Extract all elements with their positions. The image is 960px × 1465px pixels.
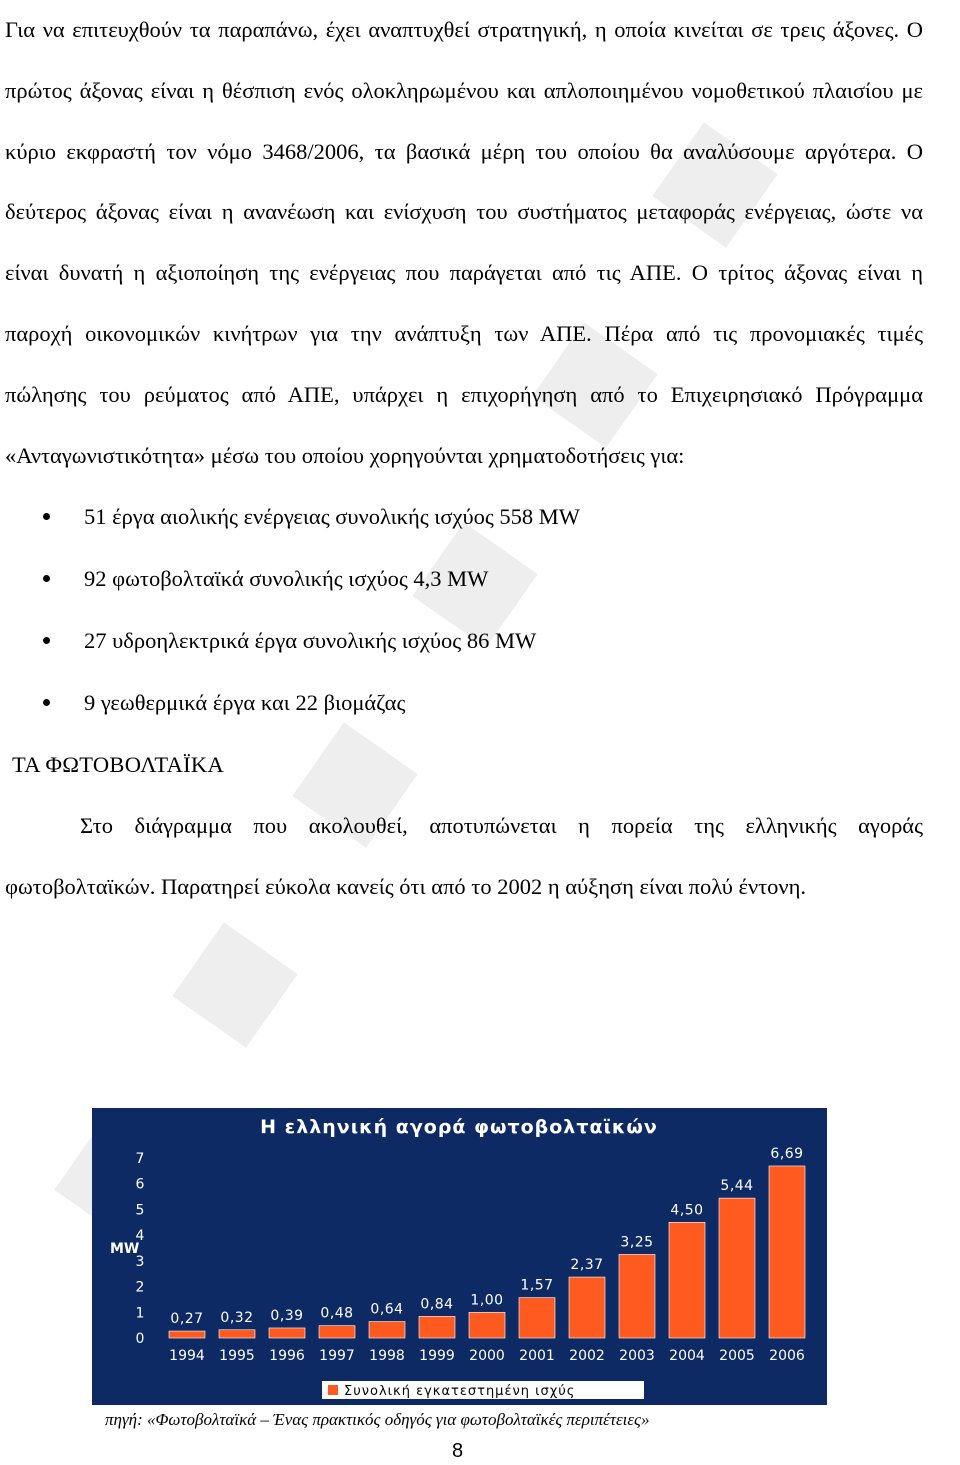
list-item: 51 έργα αιολικής ενέργειας συνολικής ισχύος 558 MW xyxy=(5,486,923,548)
data-label-2001: 1,57 xyxy=(520,1277,554,1294)
chart-title: Η ελληνική αγορά φωτοβολταϊκών xyxy=(260,1116,658,1138)
bar-2004 xyxy=(669,1222,705,1338)
data-label-2006: 6,69 xyxy=(770,1145,804,1162)
bar-1995 xyxy=(219,1330,255,1338)
y-tick-label: 7 xyxy=(135,1151,145,1167)
y-tick-label: 4 xyxy=(135,1228,145,1245)
pv-market-chart xyxy=(92,1108,827,1405)
data-label-2000: 1,00 xyxy=(470,1292,504,1309)
bar-1999 xyxy=(419,1316,455,1338)
y-tick-label: 6 xyxy=(135,1176,145,1193)
data-label-2003: 3,25 xyxy=(620,1234,654,1251)
bar-1997 xyxy=(319,1326,355,1338)
y-tick-label: 5 xyxy=(135,1202,145,1219)
data-label-1998: 0,64 xyxy=(370,1301,404,1318)
list-item: 9 γεωθερμικά έργα και 22 βιομάζας xyxy=(5,672,923,734)
list-item: 92 φωτοβολταϊκά συνολικής ισχύος 4,3 MW xyxy=(5,548,923,610)
data-label-1996: 0,39 xyxy=(270,1307,304,1324)
bar-1996 xyxy=(269,1328,305,1338)
x-tick-label: 1998 xyxy=(369,1348,405,1364)
y-axis-label: MW xyxy=(110,1241,140,1257)
bar-1998 xyxy=(369,1322,405,1338)
bar-2002 xyxy=(569,1277,605,1338)
y-tick-label: 3 xyxy=(135,1253,145,1270)
bullet-icon xyxy=(43,637,50,644)
section-heading: ΤΑ ΦΩΤΟΒΟΛΤΑΪΚΑ xyxy=(12,752,225,778)
x-tick-label: 2005 xyxy=(719,1348,755,1364)
x-tick-label: 2001 xyxy=(519,1348,555,1364)
bar-2003 xyxy=(619,1254,655,1338)
legend-swatch xyxy=(328,1385,338,1395)
data-label-1994: 0,27 xyxy=(170,1311,204,1328)
source-caption: πηγή: «Φωτοβολταϊκά – Ένας πρακτικός οδηγός για φωτοβολταϊκές περιπέτειες» xyxy=(105,1410,650,1429)
data-label-2005: 5,44 xyxy=(720,1178,754,1195)
x-tick-label: 2002 xyxy=(569,1348,605,1364)
section-paragraph: Στο διάγραμμα που ακολουθεί, αποτυπώνεται η πορεία της ελληνικής αγοράς φωτοβολταϊκών. Παρατηρεί εύκολα κανείς ότι από το 2002 η αύξηση είναι πολύ έντονη. xyxy=(5,813,923,900)
bar-2001 xyxy=(519,1298,555,1338)
page-text xyxy=(5,0,923,918)
page-number: 8 xyxy=(452,1440,464,1462)
x-tick-label: 1994 xyxy=(169,1348,205,1364)
x-tick-label: 2004 xyxy=(669,1348,705,1364)
y-tick-label: 0 xyxy=(135,1331,145,1347)
bullet-icon xyxy=(43,575,50,582)
x-tick-label: 2003 xyxy=(619,1348,655,1364)
data-label-1997: 0,48 xyxy=(320,1305,354,1322)
x-tick-label: 1999 xyxy=(419,1348,455,1364)
bar-2000 xyxy=(469,1312,505,1338)
x-tick-label: 1995 xyxy=(219,1348,255,1364)
data-label-1995: 0,32 xyxy=(220,1309,254,1326)
bullet-icon xyxy=(43,699,50,706)
x-tick-label: 2000 xyxy=(469,1348,505,1364)
y-tick-label: 1 xyxy=(135,1305,145,1322)
funding-list xyxy=(5,486,923,734)
data-label-2002: 2,37 xyxy=(570,1257,604,1274)
x-tick-label: 1996 xyxy=(269,1348,305,1364)
data-label-1999: 0,84 xyxy=(420,1296,454,1313)
y-tick-label: 2 xyxy=(135,1279,145,1296)
chart-canvas xyxy=(92,1108,827,1405)
list-item: 27 υδροηλεκτρικά έργα συνολικής ισχύος 86 MW xyxy=(5,610,923,672)
bar-1994 xyxy=(169,1331,205,1338)
x-tick-label: 1997 xyxy=(319,1348,355,1364)
legend-label: Συνολική εγκατεστημένη ισχύς xyxy=(344,1384,576,1399)
bar-2006 xyxy=(769,1166,805,1338)
data-label-2004: 4,50 xyxy=(670,1202,704,1219)
intro-paragraph: Για να επιτευχθούν τα παραπάνω, έχει αναπτυχθεί στρατηγική, η οποία κινείται σε τρεις άξονες. Ο πρώτος άξονας είναι η θέσπιση ενός ολοκληρωμένου και απλοποιημένου νομοθετικού πλαισίου με κύριο εκφραστή τον νόμο 3468/2006, τα βασικά μέρη του οποίου θα αναλύσουμε αργότερα. Ο δεύτερος άξονας είναι η ανανέωση και ενίσχυση του συστήματος μεταφοράς ενέργειας, ώστε να είναι δυνατή η αξιοποίηση της ενέργειας που παράγεται από τις ΑΠΕ. Ο τρίτος άξονας είναι η παροχή οικονομικών κινήτρων για την ανάπτυξη των ΑΠΕ. Πέρα από τις προνομιακές τιμές πώλησης του ρεύματος από ΑΠΕ, υπάρχει η επιχορήγηση από το Επιχειρησιακό Πρόγραμμα «Ανταγωνιστικότητα» μέσω του οποίου χορηγούνται χρηματοδοτήσεις για: xyxy=(5,17,923,468)
x-tick-label: 2006 xyxy=(769,1348,805,1364)
bar-2005 xyxy=(719,1198,755,1338)
bullet-icon xyxy=(43,513,50,520)
